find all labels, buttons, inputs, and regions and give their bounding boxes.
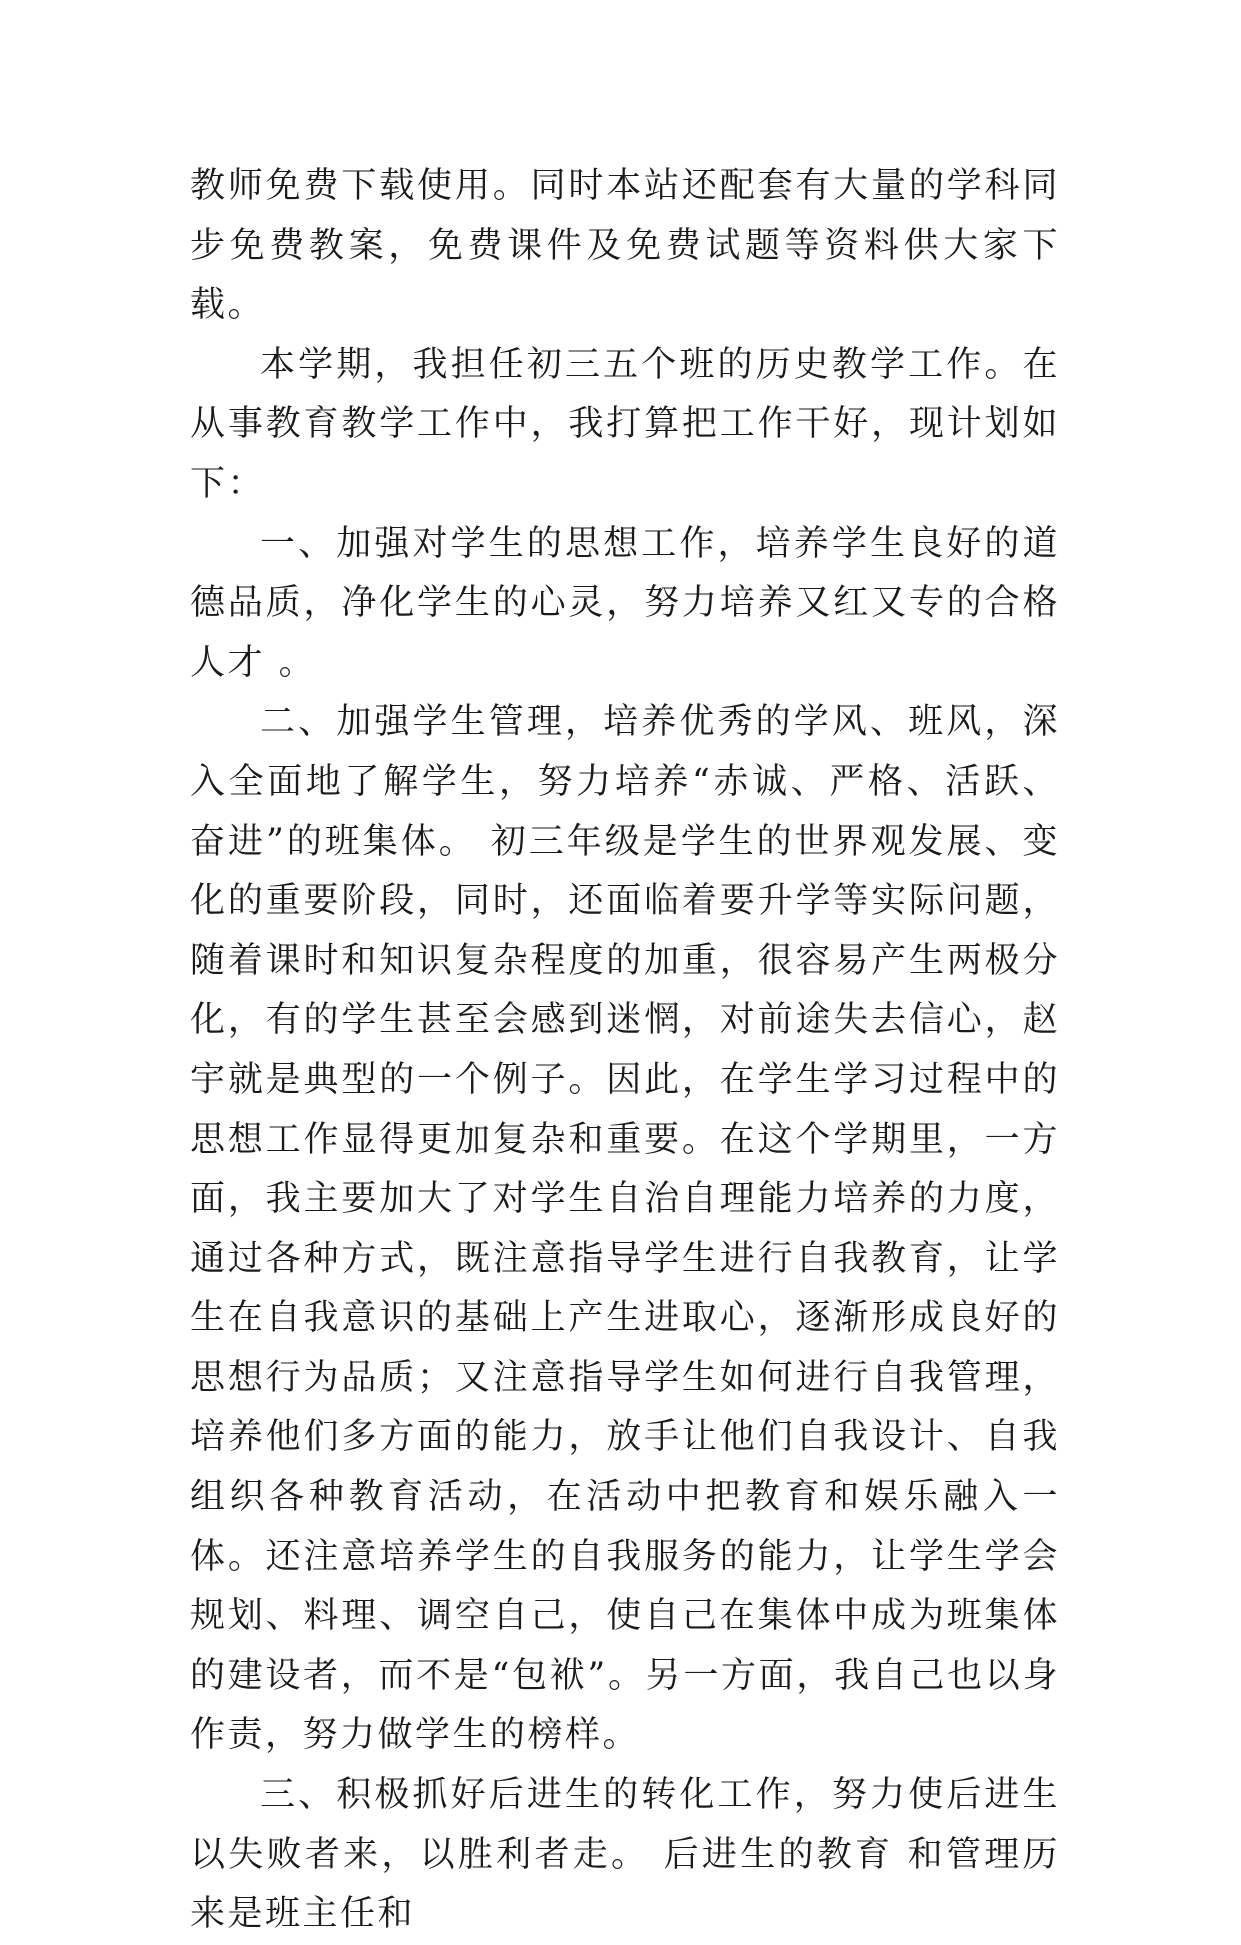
paragraph-continuation: 教师免费下载使用。同时本站还配套有大量的学科同步免费教案，免费课件及免费试题等资料供大家下载。 (190, 166, 1060, 326)
paragraph-point-three: 三、积极抓好后进生的转化工作，努力使后进生以失败者来，以胜利者走。 后进生的教育 和管理历来是班主任和 (190, 1775, 1060, 1935)
document-body (190, 157, 1060, 1945)
paragraph-point-two: 二、加强学生管理，培养优秀的学风、班风，深入全面地了解学生，努力培养“赤诚、严格、活跃、奋进”的班集体。 初三年级是学生的世界观发展、变化的重要阶段，同时，还面临着要升学等实际问题，随着课时和知识复杂程度的加重，很容易产生两极分化，有的学生甚至会感到迷惘，对前途失去信心，赵宇就是典型的一个例子。因此，在学生学习过程中的思想工作显得更加复杂和重要。在这个学期里，一方面，我主要加大了对学生自治自理能力培养的力度，通过各种方式，既注意指导学生进行自我教育，让学生在自我意识的基础上产生进取心，逐渐形成良好的思想行为品质；又注意指导学生如何进行自我管理，培养他们多方面的能力，放手让他们自我设计、自我组织各种教育活动，在活动中把教育和娱乐融入一体。还注意培养学生的自我服务的能力，让学生学会规划、料理、调空自己，使自己在集体中成为班集体的建设者，而不是“包袱”。另一方面，我自己也以身作责，努力做学生的榜样。 (190, 702, 1060, 1756)
paragraph-intro: 本学期，我担任初三五个班的历史教学工作。在从事教育教学工作中，我打算把工作干好，现计划如下： (190, 344, 1060, 504)
paragraph-point-one: 一、加强对学生的思想工作，培养学生良好的道德品质，净化学生的心灵，努力培养又红又专的合格人才 。 (190, 523, 1060, 683)
